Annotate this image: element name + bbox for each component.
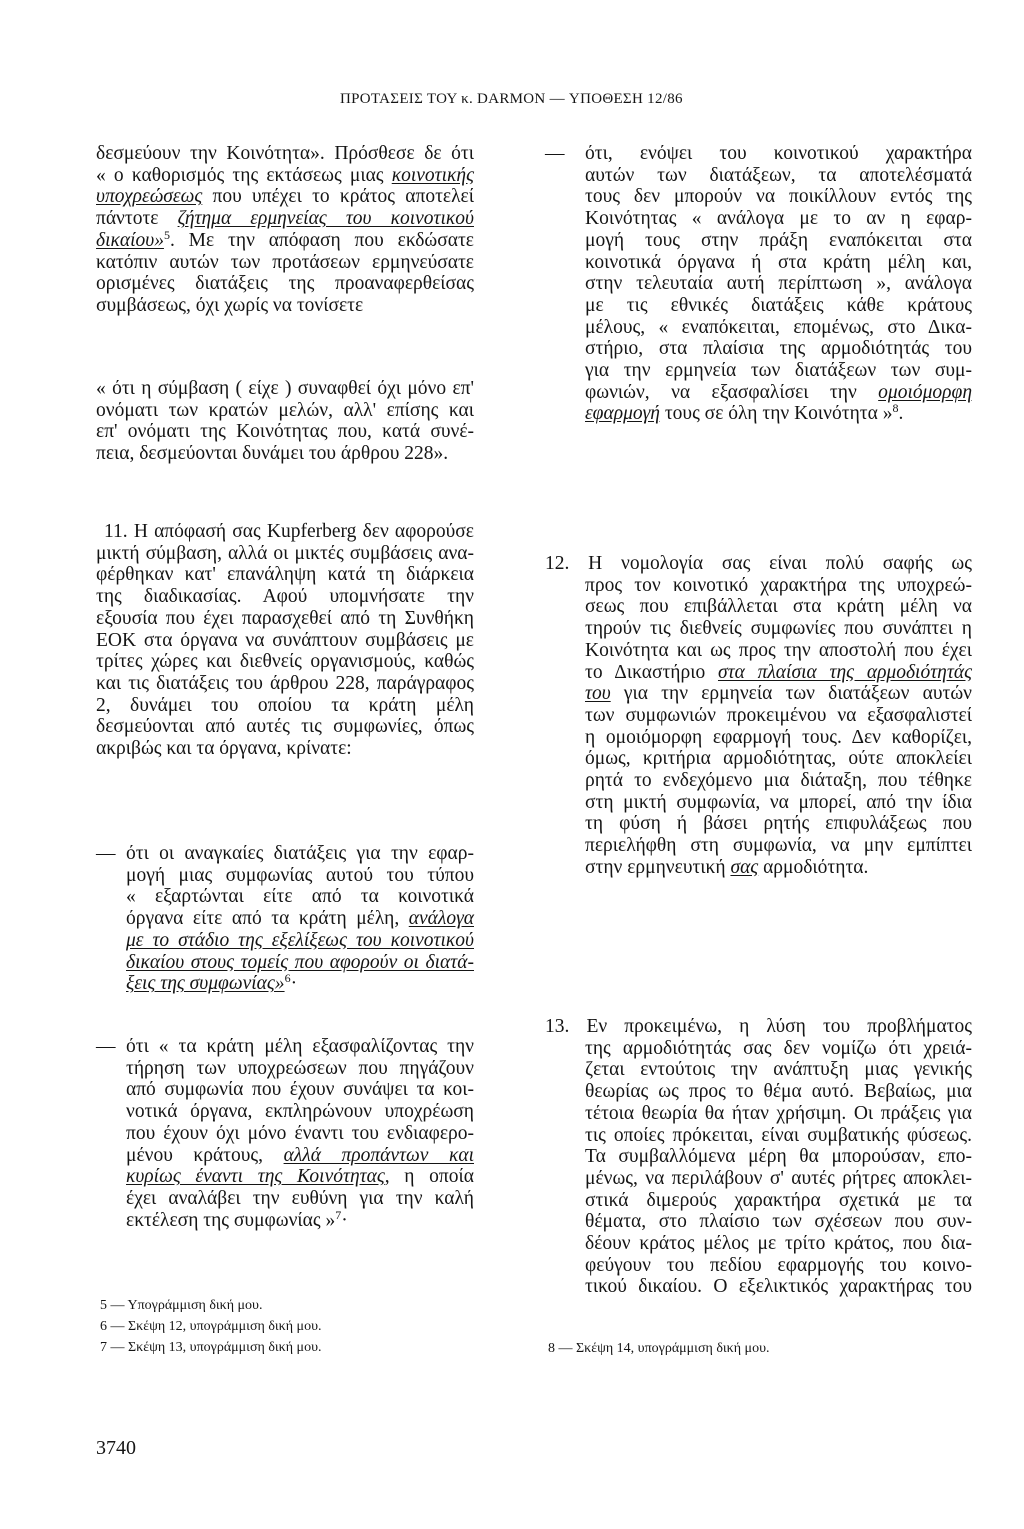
text-line: για την ερμηνεία των διατάξεων των συμ- [585, 360, 972, 382]
dash-bullet: — [545, 143, 565, 164]
text-line: ότι οι αναγκαίες διατάξεις για την εφαρ- [126, 843, 474, 864]
text-line: στήριο, στα πλαίσια της αρμοδιότητάς του [585, 338, 972, 360]
text-line: « ότι η σύμβαση ( είχε ) συναφθεί όχι μόνο επ' [96, 378, 474, 399]
text-line: των συμφωνιών προκειμένου να εξασφαλιστεί [585, 704, 972, 726]
text-line: δικαίου»$^5$. Με την απόφαση που εκδώσατε [96, 227, 474, 251]
text-line: μένου κράτους, αλλά προπάντων και [126, 1144, 474, 1166]
text-line: ζεται εντούτοις την ανάπτυξη μιας γενικής [585, 1059, 972, 1081]
underlined-emphasis: ανάλογα [408, 908, 474, 930]
text-line: θέματα, στο πλαίσιο των σχέσεων που συν- [585, 1211, 972, 1233]
text-line: τρίτες χώρες και διεθνείς οργανισμούς, καθώς [96, 651, 474, 673]
text-line: συμβάσεως, όχι χωρίς να τονίσετε [96, 294, 364, 316]
underlined-emphasis: αλλά προπάντων και [283, 1144, 474, 1166]
left-footnotes [100, 1295, 470, 1358]
footnote-ref: 8 [892, 401, 899, 416]
text-line: δέουν κράτος μέλος με τρίτο κράτος, που δια- [585, 1233, 972, 1255]
text-line: « ο καθορισμός της εκτάσεως μιας κοινοτικής [96, 164, 474, 186]
text-line: μικτή σύμβαση, αλλά οι μικτές συμβάσεις ανα- [96, 542, 474, 564]
text-line: φέρθηκαν κατ' επανάληψη κατά τη διάρκεια [96, 564, 474, 586]
text-line: ξεις της συμφωνίας»$^6$· [126, 971, 298, 995]
text-line: μέλους, « εναπόκειται, επομένως, στο Δικα- [585, 316, 972, 338]
text-line: από συμφωνία που έχουν συνάψει τα κοι- [126, 1079, 474, 1101]
text-line: τέτοια θεωρία θα ήταν χρήσιμη. Οι πράξεις για [585, 1102, 972, 1124]
text-line: κατόπιν αυτών των προτάσεων ερμηνεύσατε [96, 251, 474, 273]
text-line: 11. Η απόφασή σας Kupferberg δεν αφορούσε [104, 521, 474, 542]
page-number: 3740 [96, 1437, 136, 1459]
underlined-emphasis: ομοιόμορφη [878, 381, 972, 403]
text-line: φωνιών, να εξασφαλίσει την ομοιόμορφη [585, 381, 972, 403]
footnote-ref: 7 [335, 1207, 342, 1222]
footnote-ref: 5 [163, 227, 170, 242]
text-line: στη μικτή συμφωνία, να μπορεί, από την ίδια [585, 791, 972, 813]
underlined-emphasis: κοινοτικής [391, 164, 474, 186]
text-line: ρητά το ενδεχόμενο μια διάταξη, που τέθηκε [585, 770, 972, 792]
text-line: δικαίου στους τομείς που αφορούν οι διατά- [126, 951, 474, 973]
text-line: Τα συμβαλλόμενα μέρη θα μπορούσαν, επο- [585, 1146, 972, 1168]
underlined-emphasis: κυρίως έναντι της Κοινότητας [126, 1166, 385, 1188]
dash-item-1 [96, 843, 474, 995]
text-line: ότι, ενόψει του κοινοτικού χαρακτήρα [585, 143, 972, 164]
text-line: εκτέλεση της συμφωνίας »$^7$· [126, 1207, 348, 1231]
text-line: εξουσία που έχει παρασχεθεί από τη Συνθήκη [96, 607, 474, 629]
text-line: τη φύση ή βάσει ρητής επιφυλάξεως που [585, 813, 972, 835]
text-line: έχει αναλάβει την ευθύνη για την καλή [126, 1187, 474, 1209]
running-header: ΠΡΟΤΑΣΕΙΣ ΤΟΥ κ. DARMON — ΥΠΟΘΕΣΗ 12/86 [340, 91, 683, 107]
dash-bullet: — [96, 843, 116, 864]
left-top-paragraph [96, 143, 474, 317]
text-line: που έχουν όχι μόνο έναντι του ενδιαφερο- [126, 1122, 474, 1144]
text-line: με τις εθνικές διατάξεις κάθε κράτους [585, 294, 972, 316]
dash-item-2 [96, 1036, 474, 1231]
text-line: και τις διατάξεις του άρθρου 228, παράγραφος [96, 672, 474, 694]
underlined-emphasis: εφαρμογή [585, 403, 660, 425]
text-line: στην ερμηνευτική σας αρμοδιότητα. [585, 856, 869, 878]
text-line: της αρμοδιότητάς σας δεν νομίζω ότι χρειά- [585, 1037, 972, 1059]
text-line: δεσμεύουν την Κοινότητα». Πρόσθεσε δε ότι [96, 143, 474, 164]
text-line: τους δεν μπορούν να ποικίλλουν εντός της [585, 186, 972, 208]
dash-item-3 [545, 143, 972, 425]
paragraph-12 [545, 553, 972, 879]
underlined-emphasis: ξεις της συμφωνίας» [126, 973, 285, 995]
text-line: πάντοτε ζήτημα ερμηνείας του κοινοτικού [96, 208, 474, 230]
text-line: ότι « τα κράτη μέλη εξασφαλίζοντας την [126, 1036, 474, 1057]
text-line: 13. Εν προκειμένω, η λύση του προβλήματος [545, 1016, 972, 1037]
text-line: μογή μιας συμφωνίας αυτού του τύπου [126, 864, 474, 886]
footnote-ref: 6 [284, 971, 291, 986]
text-line: στικά διμερούς χαρακτήρα σχετικά με τα [585, 1189, 972, 1211]
text-line: τηρούν τις διεθνείς συμφωνίες που συνάπτει η [585, 618, 972, 640]
text-line: της διαδικασίας. Αφού υπομνήσατε την [96, 586, 474, 608]
text-line: 12. Η νομολογία σας είναι πολύ σαφής ως [545, 553, 972, 574]
paragraph-13 [545, 1016, 972, 1298]
text-line: μένως, να περιλάβουν σ' αυτές ρήτρες αποκλει- [585, 1167, 972, 1189]
underlined-emphasis: υποχρεώσεως [96, 186, 203, 208]
footnote: 7 — Σκέψη 13, υπογράμμιση δική μου. [100, 1340, 322, 1355]
text-line: μογή τους στην πράξη εναπόκειται στα [585, 229, 972, 251]
text-line: τικού δικαίου. Ο εξελικτικός χαρακτήρας του [585, 1276, 972, 1298]
dash-bullet: — [96, 1036, 116, 1057]
text-line: στην τελευταία αυτή περίπτωση », ανάλογα [585, 273, 972, 295]
text-line: κοινοτικά όργανα ή στα κράτη μέλη και, [585, 251, 972, 273]
paragraph-11 [96, 521, 474, 760]
text-line: προς τον κοινοτικό χαρακτήρα της υποχρεώ- [585, 574, 972, 596]
text-line: εφαρμογή τους σε όλη την Κοινότητα »$^8$. [585, 401, 904, 425]
text-line: αυτών των διατάξεων, τα αποτελέσματά [585, 164, 972, 186]
underlined-emphasis: σας [730, 856, 759, 878]
underlined-emphasis: δικαίου» [96, 229, 164, 251]
text-line: 2, δυνάμει του οποίου τα κράτη μέλη [96, 694, 474, 716]
underlined-emphasis: στα πλαίσια της αρμοδιότητάς [717, 661, 972, 683]
text-line: « εξαρτώνται είτε από τα κοινοτικά [126, 886, 474, 908]
text-line: Κοινότητα και ως προς την αποστολή που έχει [585, 639, 972, 661]
left-quote-paragraph [96, 378, 474, 465]
text-line: όμως, κριτήρια αρμοδιότητας, ούτε αποκλείει [585, 748, 972, 770]
text-line: θεωρίας ως προς το θέμα αυτό. Βεβαίως, μια [585, 1081, 972, 1103]
footnote: 6 — Σκέψη 12, υπογράμμιση δική μου. [100, 1319, 322, 1334]
text-line: ΕΟΚ στα όργανα να συνάπτουν συμβάσεις με [96, 629, 474, 651]
text-line: επ' ονόματι της Κοινότητας που, κατά συνέ- [96, 421, 474, 443]
text-line: του για την ερμηνεία των διατάξεων αυτών [585, 683, 972, 705]
text-line: ακριβώς και τα όργανα, κρίνατε: [96, 738, 352, 760]
text-line: τις οποίες πρόκειται, είναι συμβατικής φύσεως. [585, 1124, 972, 1146]
text-line: ορισμένες διατάξεις της προαναφερθείσας [96, 273, 474, 295]
text-line: το Δικαστήριο στα πλαίσια της αρμοδιότητάς [585, 661, 972, 683]
text-line: τήρηση των υποχρεώσεων που πηγάζουν [126, 1057, 474, 1079]
text-line: σεως που επιβάλλεται στα κράτη μέλη να [585, 596, 972, 618]
text-line: όργανα είτε από τα κράτη μέλη, ανάλογα [126, 908, 474, 930]
text-line: νοτικά όργανα, εκπληρώνουν υποχρέωση [126, 1101, 474, 1123]
footnote: 5 — Υπογράμμιση δική μου. [100, 1298, 263, 1313]
text-line: η ομοιόμορφη εφαρμογή τους. Δεν καθορίζει, [585, 726, 972, 748]
footnote: 8 — Σκέψη 14, υπογράμμιση δική μου. [548, 1341, 770, 1356]
text-line: πεια, δεσμεύονται δυνάμει του άρθρου 228». [96, 443, 449, 465]
text-line: κυρίως έναντι της Κοινότητας, η οποία [126, 1166, 474, 1188]
text-line: φεύγουν του πεδίου εφαρμογής του κοινο- [585, 1254, 972, 1276]
text-line: υποχρεώσεως που υπέχει το κράτος αποτελεί [96, 186, 474, 208]
underlined-emphasis: του [585, 683, 611, 705]
text-line: με το στάδιο της εξελίξεως του κοινοτικού [126, 929, 474, 951]
text-line: Κοινότητας « ανάλογα με το αν η εφαρ- [585, 208, 972, 230]
right-footnotes [548, 1338, 968, 1359]
text-line: περιελήφθη στη συμφωνία, να μην εμπίπτει [585, 835, 972, 857]
text-line: δεσμεύονται από αυτές τις συμφωνίες, όπως [96, 716, 474, 738]
text-line: ονόματι των κρατών μελών, αλλ' επίσης και [96, 399, 474, 421]
underlined-emphasis: ζήτημα ερμηνείας του κοινοτικού [177, 208, 474, 230]
